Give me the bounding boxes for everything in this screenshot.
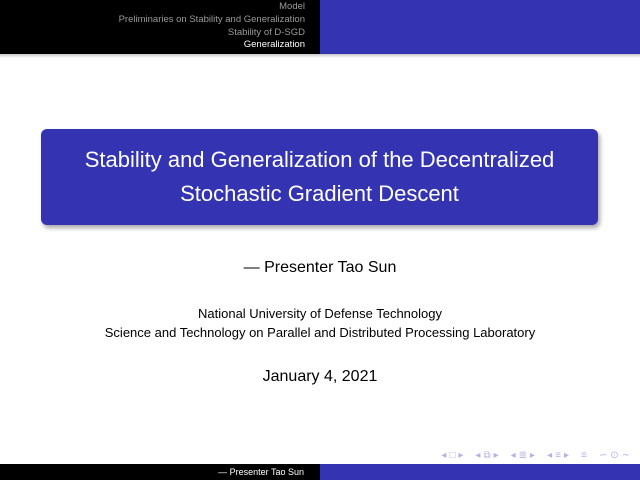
subsection-next-icon[interactable]: ▸ <box>493 450 499 461</box>
search-icon[interactable]: ⊙ <box>610 450 619 461</box>
doc-icon[interactable]: ≡ <box>555 450 561 461</box>
footer-author: — Presenter Tao Sun <box>218 467 304 477</box>
nav-section-model[interactable]: Model <box>279 1 305 12</box>
section-icon[interactable]: ≣ <box>518 450 528 461</box>
presentation-date: January 4, 2021 <box>262 368 378 385</box>
nav-section-preliminaries[interactable]: Preliminaries on Stability and Generalization <box>118 13 305 25</box>
align-icon[interactable]: ≡ <box>580 450 587 461</box>
section-next-icon[interactable]: ▸ <box>530 450 536 461</box>
nav-section-generalization[interactable]: Generalization <box>243 39 305 51</box>
footer-author-box <box>0 464 320 480</box>
section-prev-icon[interactable]: ◂ <box>510 450 516 461</box>
frame-icon[interactable]: □ <box>449 450 456 461</box>
frame-next-icon[interactable]: ▸ <box>458 450 464 461</box>
top-navigation-bar <box>0 0 640 54</box>
top-bar-shadow <box>0 54 640 58</box>
top-bar-accent <box>320 0 640 54</box>
title-line-2: Stochastic Gradient Descent <box>180 181 459 206</box>
footer-bar <box>0 464 640 480</box>
presenter-name: — Presenter Tao Sun <box>243 259 397 276</box>
nav-section-stability[interactable]: Stability of D-SGD <box>227 26 305 38</box>
section-navigation <box>0 0 320 54</box>
search-back-icon[interactable]: ∽ <box>598 450 608 461</box>
doc-next-icon[interactable]: ▸ <box>563 450 569 461</box>
institute-line-2: Science and Technology on Parallel and Distributed Processing Laboratory <box>104 325 536 340</box>
doc-prev-icon[interactable]: ◂ <box>547 450 553 461</box>
subsection-prev-icon[interactable]: ◂ <box>475 450 481 461</box>
frame-prev-icon[interactable]: ◂ <box>441 450 447 461</box>
subsection-icon[interactable]: ⧉ <box>483 450 491 461</box>
institute <box>0 304 640 342</box>
institute-line-1: National University of Defense Technology <box>197 306 442 321</box>
search-forward-icon[interactable]: ∼ <box>621 450 630 461</box>
title-line-1: Stability and Generalization of the Decentralized <box>84 147 555 172</box>
footer-accent <box>320 464 640 480</box>
navigation-symbols <box>441 451 630 461</box>
title-block <box>41 129 598 225</box>
